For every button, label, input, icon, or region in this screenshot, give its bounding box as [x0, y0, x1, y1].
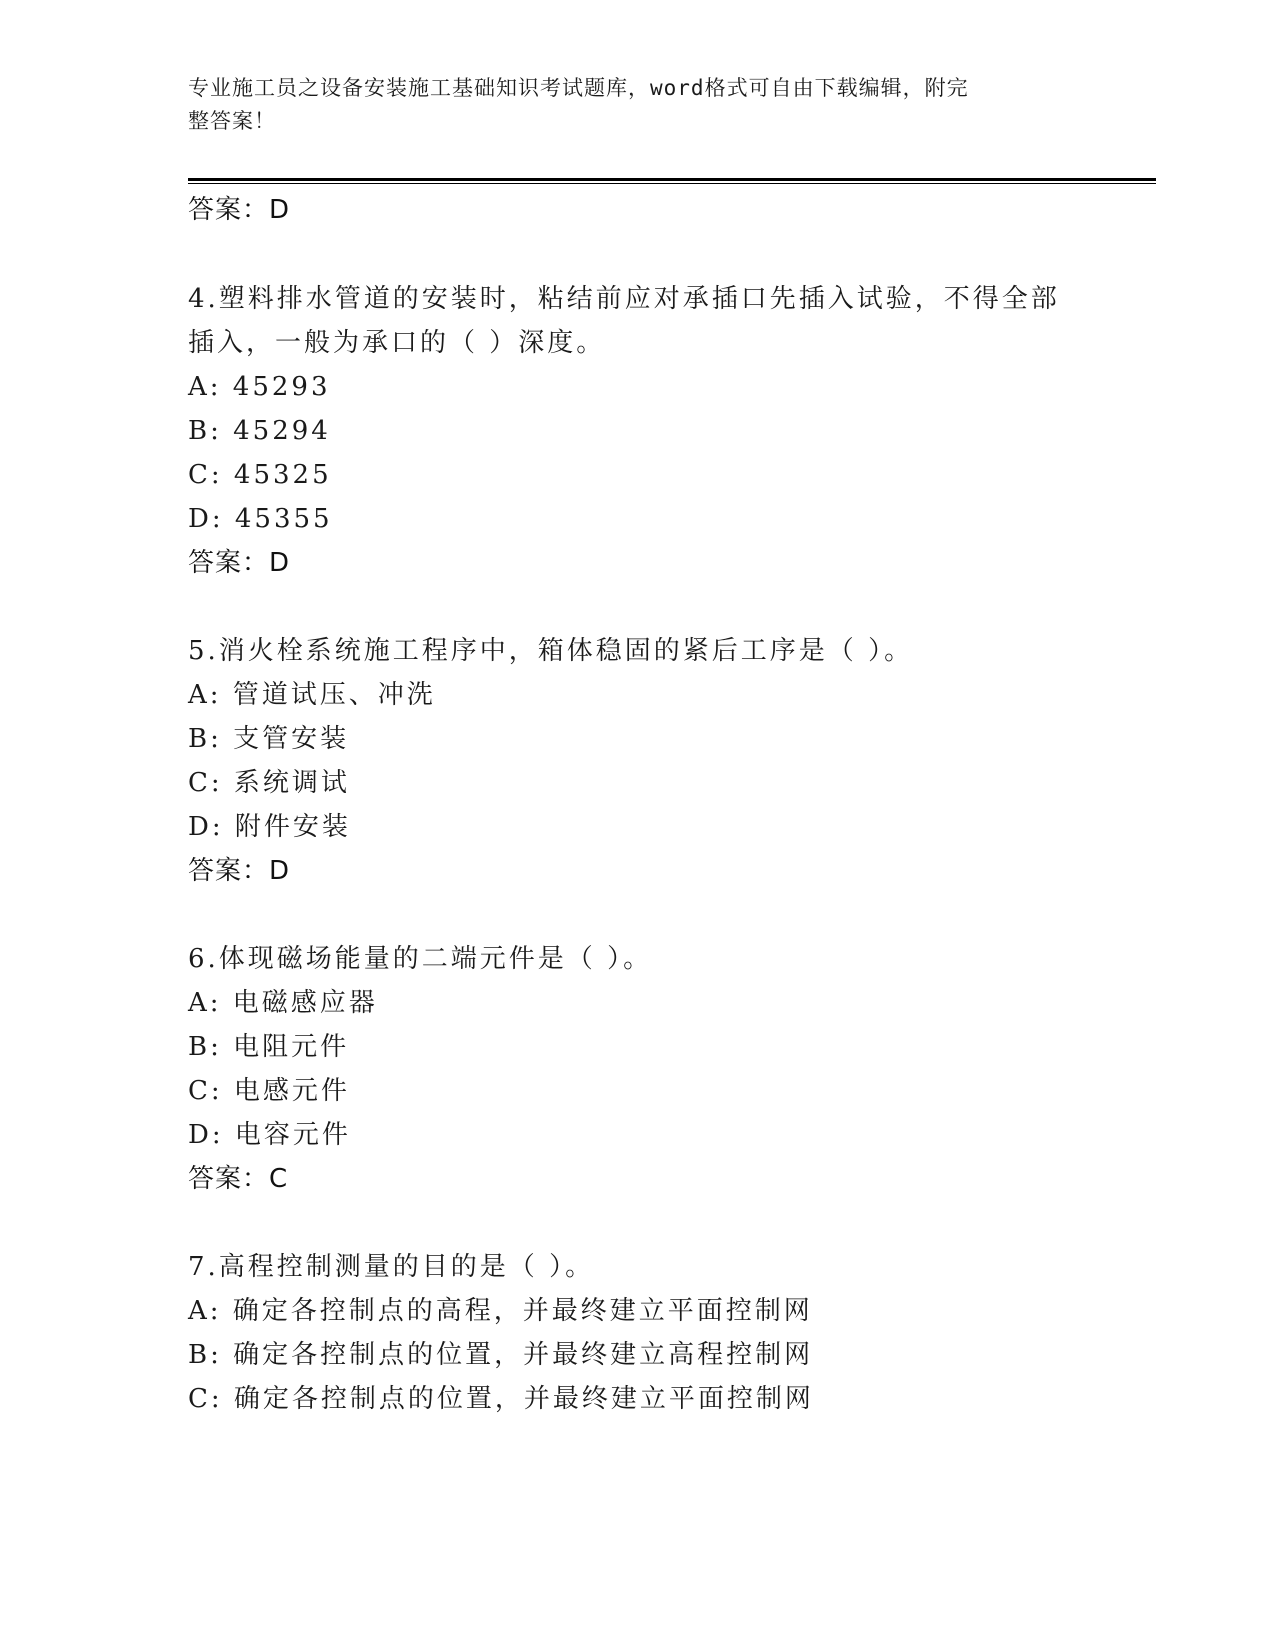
question-6-stem: 6.体现磁场能量的二端元件是（ ）。	[188, 944, 653, 974]
header-divider-thin	[188, 183, 1156, 184]
answer-q5: 答案：D	[188, 856, 291, 886]
header-divider-thick	[188, 178, 1156, 181]
question-4-option-c: C: 45325	[188, 460, 332, 490]
question-7-option-a: A: 确定各控制点的高程，并最终建立平面控制网	[188, 1296, 813, 1326]
question-4-option-a: A: 45293	[188, 372, 331, 402]
question-5-option-c: C: 系统调试	[188, 768, 350, 798]
question-7-option-c: C: 确定各控制点的位置，并最终建立平面控制网	[188, 1384, 814, 1414]
question-5-stem: 5.消火栓系统施工程序中，箱体稳固的紧后工序是（ ）。	[188, 636, 914, 666]
question-5-option-d: D: 附件安装	[188, 812, 351, 842]
answer-q6: 答案：C	[188, 1164, 289, 1194]
question-7-option-b: B: 确定各控制点的位置，并最终建立高程控制网	[188, 1340, 814, 1370]
document-header	[188, 72, 1088, 138]
question-4-option-d: D: 45355	[188, 504, 333, 534]
question-7-stem: 7.高程控制测量的目的是（ ）。	[188, 1252, 595, 1282]
question-5-option-a: A: 管道试压、冲洗	[188, 680, 436, 710]
question-6-option-c: C: 电感元件	[188, 1076, 350, 1106]
header-line-1: 专业施工员之设备安装施工基础知识考试题库，word格式可自由下载编辑，附完	[188, 76, 969, 100]
answer-q3: 答案：D	[188, 195, 291, 225]
question-4-stem-line-1: 4.塑料排水管道的安装时，粘结前应对承插口先插入试验，不得全部	[188, 284, 1060, 314]
question-6-option-a: A: 电磁感应器	[188, 988, 378, 1018]
answer-q4: 答案：D	[188, 548, 291, 578]
question-5-option-b: B: 支管安装	[188, 724, 350, 754]
question-4-option-b: B: 45294	[188, 416, 331, 446]
header-line-2: 整答案！	[188, 109, 276, 133]
question-4-stem-line-2: 插入，一般为承口的（ ）深度。	[188, 328, 606, 358]
question-6-option-d: D: 电容元件	[188, 1120, 351, 1150]
question-6-option-b: B: 电阻元件	[188, 1032, 350, 1062]
